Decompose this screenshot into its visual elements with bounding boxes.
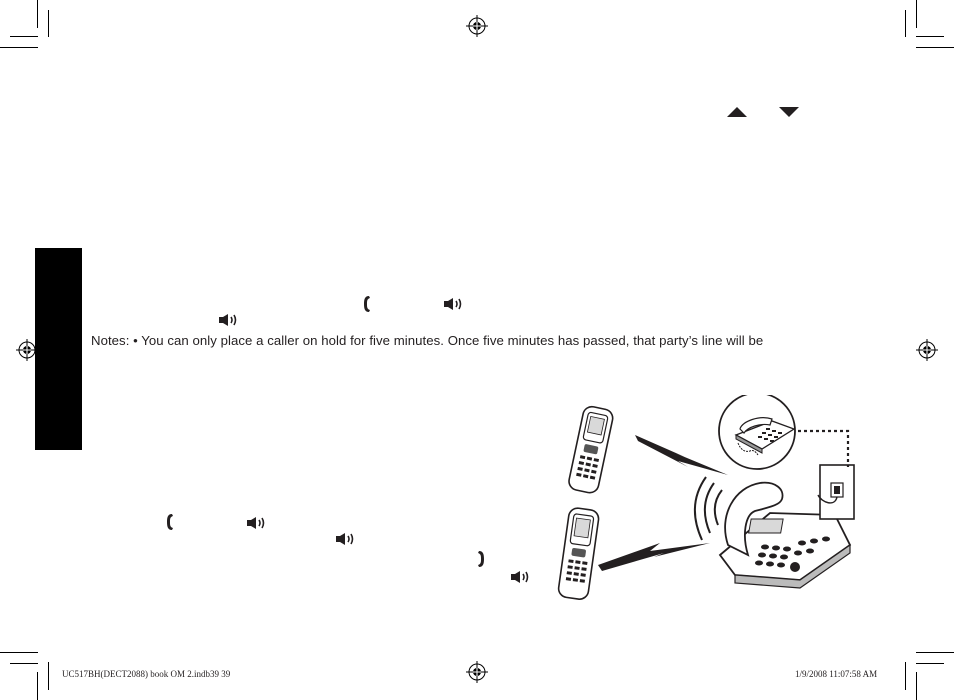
speaker-icon (510, 570, 534, 584)
speaker-icon (246, 516, 270, 530)
corded-phone-illustration (719, 395, 795, 469)
signal-bolt (635, 435, 728, 475)
section-tab (35, 248, 82, 450)
talk-icon (362, 295, 372, 313)
phone-system-illustration (550, 395, 870, 610)
signal-bolt (598, 543, 710, 571)
handset-illustration (557, 507, 599, 600)
speaker-icon (218, 313, 242, 327)
registration-mark-icon (466, 661, 488, 683)
speaker-icon (443, 297, 467, 311)
wall-jack-illustration (818, 465, 854, 519)
end-call-icon (476, 550, 486, 568)
talk-icon (165, 513, 175, 531)
footer-timestamp: 1/9/2008 11:07:58 AM (795, 669, 878, 679)
handset-illustration (567, 405, 614, 494)
footer-file-info: UC517BH(DECT2088) book OM 2.indb39 39 (62, 669, 231, 679)
notes-text: Notes: • You can only place a caller on hold for five minutes. Once five minutes has passed, that party’s line will be (91, 333, 764, 348)
registration-mark-icon (916, 339, 938, 361)
registration-mark-icon (466, 15, 488, 37)
up-arrow-icon (726, 106, 748, 118)
speaker-icon (335, 532, 359, 546)
down-arrow-icon (778, 106, 800, 118)
